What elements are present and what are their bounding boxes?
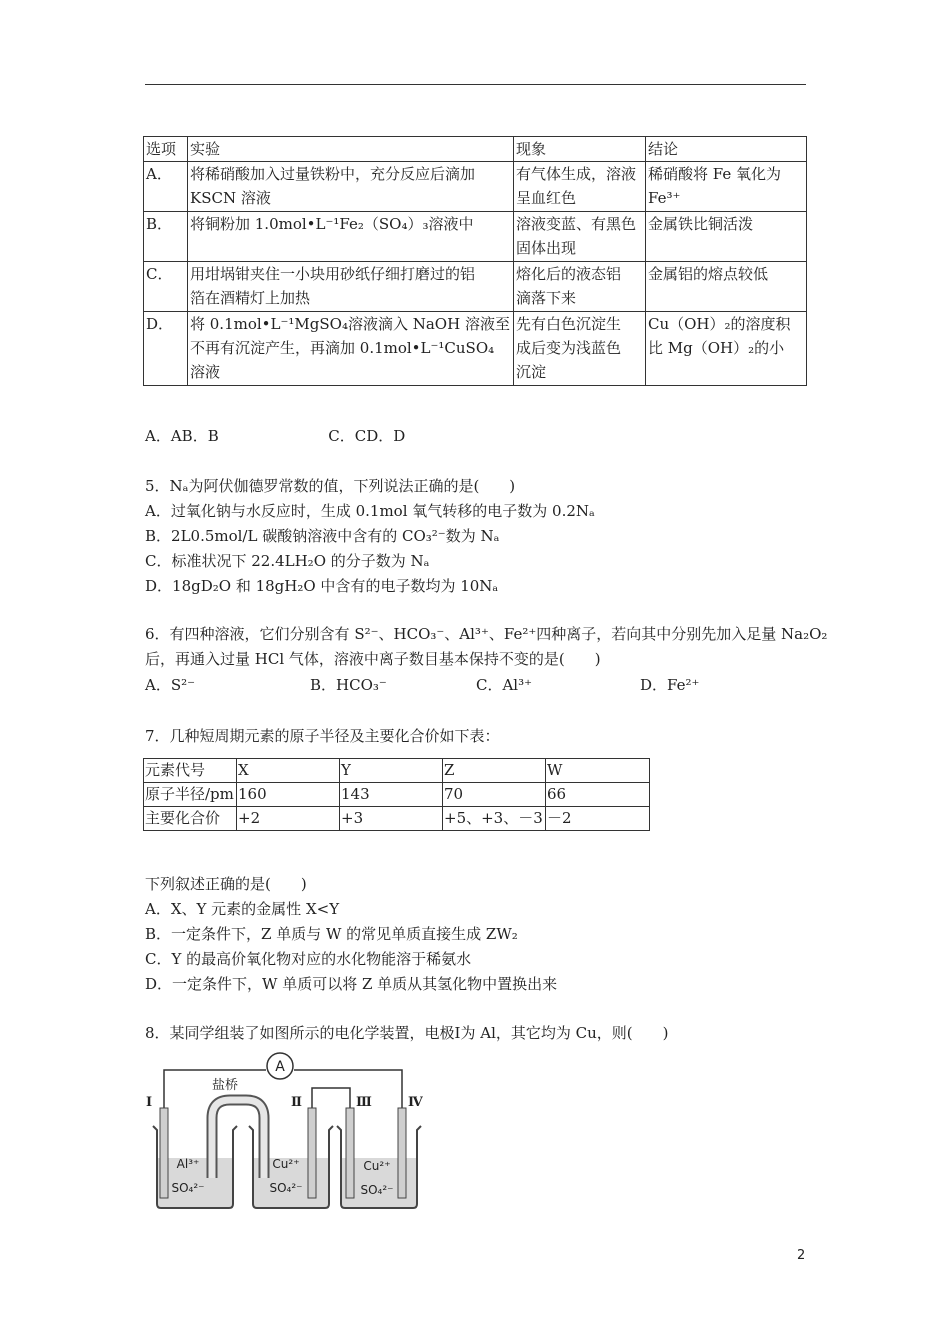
- q7-option-c[interactable]: C．Y 的最高价氧化物对应的水化物能溶于稀氨水: [145, 950, 472, 968]
- salt-bridge-label: 盐桥: [211, 1078, 239, 1093]
- q7-question: 下列叙述正确的是( ): [145, 875, 307, 893]
- row-option: B．: [144, 212, 188, 262]
- electrode-3: [346, 1108, 354, 1198]
- row-phenomenon: 先有白色沉淀生 成后变为浅蓝色 沉淀: [514, 312, 646, 386]
- row-experiment: 将 0.1mol•L⁻¹MgSO₄溶液滴入 NaOH 溶液至 不再有沉淀产生，再滴加 0.1mol•L⁻¹CuSO₄ 溶液: [188, 312, 514, 386]
- cell: 143: [340, 783, 443, 807]
- table-row: [144, 783, 650, 807]
- choice-c[interactable]: C．C: [328, 427, 367, 445]
- cell: 主要化合价: [144, 807, 237, 831]
- cell: 66: [546, 783, 650, 807]
- header-phenomenon: 现象: [514, 137, 646, 162]
- electrode-4: [398, 1108, 406, 1198]
- cell: +5、+3、－3: [443, 807, 546, 831]
- q7-option-b[interactable]: B．一定条件下，Z 单质与 W 的常见单质直接生成 ZW₂: [145, 925, 518, 943]
- row-option: A．: [144, 162, 188, 212]
- choice-b[interactable]: B．B: [181, 427, 219, 445]
- q5-option-b[interactable]: B．2L0.5mol/L 碳酸钠溶液中含有的 CO₃²⁻数为 Nₐ: [145, 527, 500, 545]
- q6-option-d[interactable]: D．Fe²⁺: [640, 676, 700, 694]
- cell: X: [237, 759, 340, 783]
- row-conclusion: 稀硝酸将 Fe 氧化为 Fe³⁺: [646, 162, 807, 212]
- row-conclusion: Cu（OH）₂的溶度积 比 Mg（OH）₂的小: [646, 312, 807, 386]
- row-conclusion: 金属铝的熔点较低: [646, 262, 807, 312]
- header-rule: [145, 84, 806, 85]
- row-experiment: 用坩埚钳夹住一小块用砂纸仔细打磨过的铝 箔在酒精灯上加热: [188, 262, 514, 312]
- ion-label: Cu²⁺: [272, 1157, 300, 1171]
- ion-label: Cu²⁺: [363, 1159, 391, 1173]
- q7-option-d[interactable]: D．一定条件下，W 单质可以将 Z 单质从其氢化物中置换出来: [145, 975, 558, 993]
- ion-label: SO₄²⁻: [269, 1181, 303, 1195]
- ion-label: SO₄²⁻: [360, 1183, 394, 1197]
- q5-option-d[interactable]: D．18gD₂O 和 18gH₂O 中含有的电子数均为 10Nₐ: [145, 577, 499, 595]
- cell: Y: [340, 759, 443, 783]
- ion-label: SO₄²⁻: [171, 1181, 205, 1195]
- header-experiment: 实验: [188, 137, 514, 162]
- row-option: D．: [144, 312, 188, 386]
- table-row: [144, 262, 807, 312]
- q4-choices: [145, 426, 405, 446]
- cell: －2: [546, 807, 650, 831]
- row-conclusion: 金属铁比铜活泼: [646, 212, 807, 262]
- ammeter-label: A: [275, 1059, 285, 1075]
- choice-a[interactable]: A．A: [145, 427, 182, 445]
- cell: +3: [340, 807, 443, 831]
- row-phenomenon: 有气体生成，溶液 呈血红色: [514, 162, 646, 212]
- row-option: C．: [144, 262, 188, 312]
- row-phenomenon: 溶液变蓝、有黑色 固体出现: [514, 212, 646, 262]
- choice-d[interactable]: D．D: [366, 427, 406, 445]
- q6-option-a[interactable]: A．S²⁻: [145, 676, 196, 694]
- cell: W: [546, 759, 650, 783]
- q7-stem: 7．几种短周期元素的原子半径及主要化合价如下表：: [145, 727, 500, 745]
- ion-label: Al³⁺: [176, 1157, 200, 1171]
- q6-option-c[interactable]: C．Al³⁺: [476, 676, 533, 694]
- row-experiment: 将铜粉加 1.0mol•L⁻¹Fe₂（SO₄）₃溶液中: [188, 212, 514, 262]
- cell: 160: [237, 783, 340, 807]
- row-phenomenon: 熔化后的液态铝 滴落下来: [514, 262, 646, 312]
- experiment-table: [143, 136, 807, 386]
- electrode-label-4: Ⅳ: [408, 1095, 423, 1110]
- table-row: [144, 312, 807, 386]
- page-number: 2: [797, 1248, 806, 1263]
- electrochem-apparatus: [140, 1048, 423, 1213]
- q8-stem: 8．某同学组装了如图所示的电化学装置，电极Ⅰ为 Al，其它均为 Cu，则( ): [145, 1024, 669, 1042]
- electrode-label-1: Ⅰ: [146, 1095, 153, 1110]
- table-row: [144, 759, 650, 783]
- q5-option-c[interactable]: C．标准状况下 22.4LH₂O 的分子数为 Nₐ: [145, 552, 430, 570]
- table-header-row: [144, 137, 807, 162]
- q6-stem-line2: 后，再通入过量 HCl 气体，溶液中离子数目基本保持不变的是( ): [145, 650, 601, 668]
- table-row: [144, 212, 807, 262]
- cell: 元素代号: [144, 759, 237, 783]
- electrode-1: [160, 1108, 168, 1198]
- cell: +2: [237, 807, 340, 831]
- table-row: [144, 162, 807, 212]
- q5-stem: 5．Nₐ为阿伏伽德罗常数的值，下列说法正确的是( ): [145, 477, 516, 495]
- row-experiment: 将稀硝酸加入过量铁粉中，充分反应后滴加 KSCN 溶液: [188, 162, 514, 212]
- cell: 原子半径/pm: [144, 783, 237, 807]
- cell: Z: [443, 759, 546, 783]
- cell: 70: [443, 783, 546, 807]
- electrode-label-2: Ⅱ: [291, 1095, 302, 1110]
- header-conclusion: 结论: [646, 137, 807, 162]
- electrode-2: [308, 1108, 316, 1198]
- q6-stem-line1: 6．有四种溶液，它们分别含有 S²⁻、HCO₃⁻、Al³⁺、Fe²⁺四种离子，若向其中分别先加入足量 Na₂O₂: [145, 625, 828, 643]
- q6-option-b[interactable]: B．HCO₃⁻: [310, 676, 387, 694]
- q5-option-a[interactable]: A．过氧化钠与水反应时，生成 0.1mol 氧气转移的电子数为 0.2Nₐ: [145, 502, 595, 520]
- element-table: [143, 758, 650, 831]
- electrode-label-3: Ⅲ: [356, 1095, 372, 1110]
- header-option: 选项: [144, 137, 188, 162]
- q7-option-a[interactable]: A．X、Y 元素的金属性 X<Y: [145, 900, 340, 918]
- table-row: [144, 807, 650, 831]
